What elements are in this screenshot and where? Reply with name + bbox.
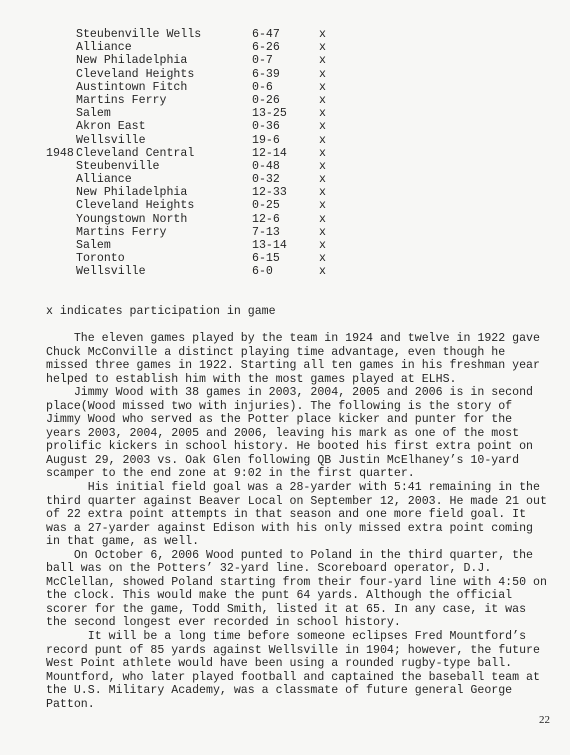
participation-mark: x: [319, 159, 326, 173]
text-line: It will be a long time before someone eclipses Fred Mountford’s: [46, 630, 527, 644]
opponent-name: Wellsville: [76, 265, 146, 279]
text-line: Chuck McConville a distinct playing time advantage, even though he: [46, 345, 506, 359]
paragraph: [46, 549, 556, 630]
text-line: record punt of 85 yards against Wellsville in 1904; however, the future: [46, 643, 540, 657]
text-line: the second longest ever recorded in school history.: [46, 616, 401, 630]
text-line: the clock. This would make the punt 64 yards. Although the official: [46, 589, 513, 603]
opponent-name: Salem: [76, 107, 111, 121]
paragraph: [46, 386, 556, 481]
opponent-name: Salem: [76, 239, 111, 252]
game-score: 13-14: [252, 239, 287, 252]
participation-mark: x: [319, 265, 326, 279]
game-score: 13-25: [252, 107, 287, 121]
text-line: On October 6, 2006 Wood punted to Poland in the third quarter, the: [46, 548, 534, 562]
text-line: West Point athlete would have been using a rounded rugby-type ball.: [46, 657, 513, 671]
participation-footnote: x indicates participation in game: [46, 305, 276, 318]
opponent-name: Youngstown North: [76, 212, 188, 226]
participation-mark: x: [319, 28, 326, 41]
opponent-name: Cleveland Heights: [76, 67, 195, 81]
participation-mark: x: [319, 225, 326, 239]
text-line: missed three games in 1922. Starting all ten games in his freshman year: [46, 359, 540, 373]
opponent-name: Cleveland Central: [76, 146, 195, 160]
text-line: McClellan, showed Poland starting from their four-yard line with 4:50 on: [46, 575, 547, 589]
text-line: of 22 extra point attempts in that season and one more field goal. It: [46, 508, 527, 522]
text-line: in that game, as well.: [46, 535, 200, 549]
participation-mark: x: [319, 186, 326, 200]
text-line: helped to establish him with the most games played at ELHS.: [46, 372, 457, 386]
game-score: 6-39: [252, 67, 280, 81]
game-score: 12-6: [252, 212, 280, 226]
game-score: 0-48: [252, 159, 280, 173]
participation-mark: x: [319, 80, 326, 94]
game-score: 6-26: [252, 41, 280, 55]
paragraph: [46, 481, 556, 549]
participation-mark: x: [319, 93, 326, 107]
opponent-name: Austintown Fitch: [76, 80, 188, 94]
text-line: Jimmy Wood who served as the Potter place kicker and punter for the: [46, 413, 513, 427]
game-score: 0-36: [252, 120, 280, 134]
participation-mark: x: [319, 239, 326, 252]
game-score: 7-13: [252, 225, 280, 239]
opponent-name: Toronto: [76, 252, 125, 266]
game-score: 19-6: [252, 133, 280, 147]
game-score: 0-7: [252, 54, 273, 68]
text-line: Jimmy Wood with 38 games in 2003, 2004, 2005 and 2006 is in second: [46, 386, 534, 400]
opponent-name: Alliance: [76, 41, 132, 55]
opponent-name: New Philadelphia: [76, 54, 188, 68]
opponent-name: Steubenville Wells: [76, 28, 202, 41]
text-line: His initial field goal was a 28-yarder with 5:41 remaining in the: [46, 481, 540, 495]
text-line: third quarter against Beaver Local on September 12, 2003. He made 21 out: [46, 494, 547, 508]
participation-mark: x: [319, 41, 326, 55]
text-line: scorer for the game, Todd Smith, listed it at 65. In any case, it was: [46, 602, 527, 616]
opponent-name: Wellsville: [76, 133, 146, 147]
opponent-name: Cleveland Heights: [76, 199, 195, 213]
text-line: the U.S. Military Academy, was a classmate of future general George: [46, 684, 513, 698]
participation-mark: x: [319, 120, 326, 134]
participation-mark: x: [319, 212, 326, 226]
opponent-name: Martins Ferry: [76, 93, 167, 107]
text-line: Mountford, who later played football and captained the baseball team at: [46, 670, 540, 684]
text-line: was a 27-yarder against Edison with his only missed extra point coming: [46, 521, 534, 535]
game-score: 6-47: [252, 28, 280, 41]
opponent-name: Steubenville: [76, 159, 160, 173]
season-year: 1948: [46, 146, 74, 160]
game-score: 6-0: [252, 265, 273, 279]
body-text: [46, 332, 556, 711]
game-score: 12-14: [252, 146, 287, 160]
game-score: 12-33: [252, 186, 287, 200]
participation-mark: x: [319, 67, 326, 81]
paragraph: [46, 630, 556, 711]
page-number: 22: [539, 714, 550, 726]
text-line: prolific kickers in school history. He booted his first extra point on: [46, 440, 534, 454]
game-score: 0-32: [252, 173, 280, 187]
game-score: 0-6: [252, 80, 273, 94]
game-score: 6-15: [252, 252, 280, 266]
participation-mark: x: [319, 199, 326, 213]
participation-mark: x: [319, 133, 326, 147]
participation-mark: x: [319, 146, 326, 160]
text-line: The eleven games played by the team in 1924 and twelve in 1922 gave: [46, 332, 540, 345]
text-line: scamper to the end zone at 9:02 in the first quarter.: [46, 467, 415, 481]
opponent-name: Alliance: [76, 173, 132, 187]
game-score: 0-26: [252, 93, 280, 107]
opponent-name: New Philadelphia: [76, 186, 188, 200]
text-line: ball was on the Potters’ 32-yard line. Scoreboard operator, D.J.: [46, 562, 492, 576]
paragraph: [46, 332, 556, 386]
text-line: Patton.: [46, 697, 95, 711]
opponent-name: Martins Ferry: [76, 225, 167, 239]
participation-mark: x: [319, 173, 326, 187]
text-line: years 2003, 2004, 2005 and 2006, leaving his mark as one of the most: [46, 426, 520, 440]
text-line: August 29, 2003 vs. Oak Glen following QB Justin McElhaney’s 10-yard: [46, 453, 520, 467]
text-line: place(Wood missed two with injuries). The following is the story of: [46, 399, 513, 413]
game-score: 0-25: [252, 199, 280, 213]
opponent-name: Akron East: [76, 120, 146, 134]
participation-mark: x: [319, 54, 326, 68]
participation-mark: x: [319, 252, 326, 266]
participation-mark: x: [319, 107, 326, 121]
